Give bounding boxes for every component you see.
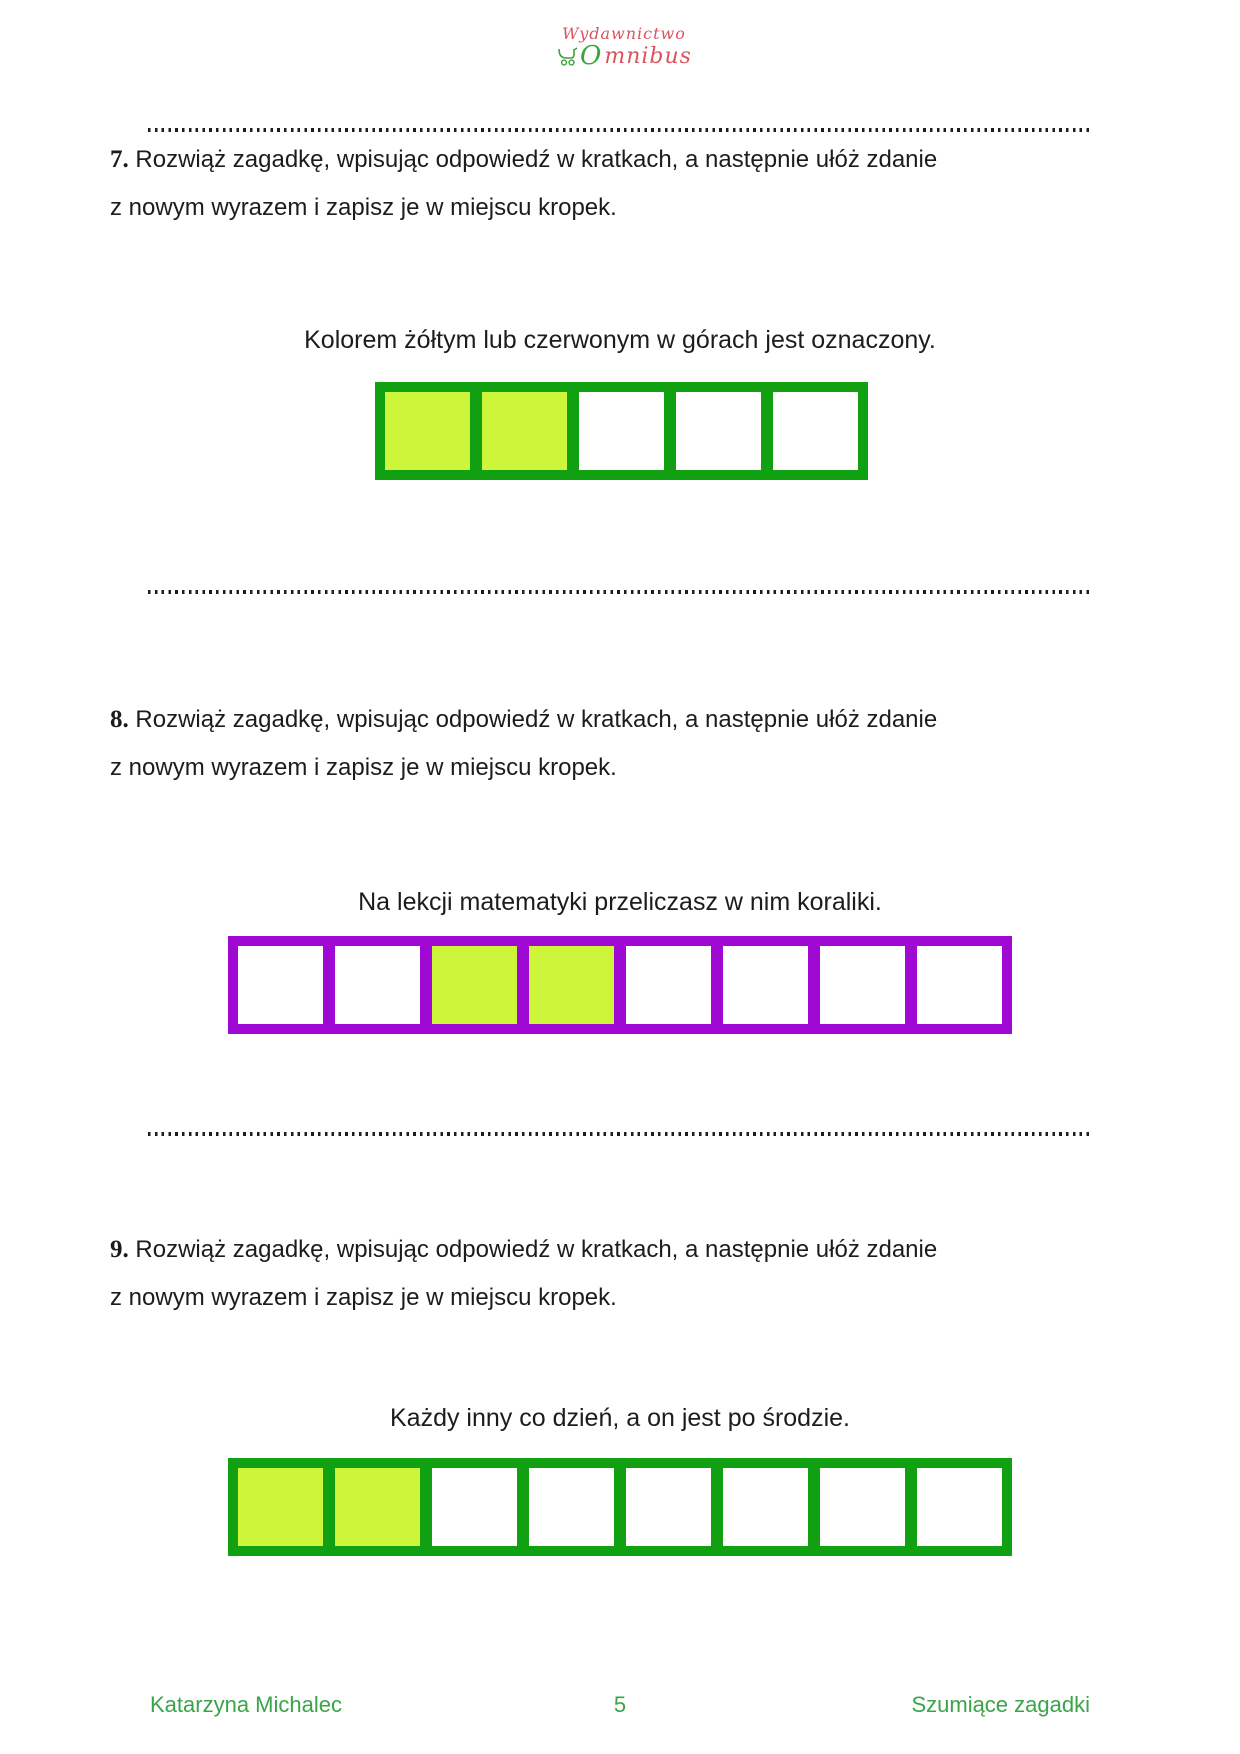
answer-cell[interactable]	[529, 1468, 614, 1546]
pram-icon	[556, 46, 578, 66]
answer-cell[interactable]	[917, 1468, 1002, 1546]
task-9-instruction	[110, 1226, 1100, 1322]
answer-cell[interactable]	[773, 392, 858, 470]
answer-cell[interactable]	[385, 392, 470, 470]
footer-book-title: Szumiące zagadki	[911, 1692, 1090, 1717]
task-7-number: 7.	[110, 146, 129, 173]
task-9-number: 9.	[110, 1236, 129, 1263]
publisher-logo	[556, 26, 692, 70]
task-7-instruction-line1: Rozwiąż zagadkę, wpisując odpowiedź w kratkach, a następnie ułóż zdanie	[135, 146, 938, 173]
answer-writing-line-2[interactable]	[148, 590, 1089, 594]
brand-initial: O	[580, 40, 603, 71]
answer-cell[interactable]	[820, 1468, 905, 1546]
task-7-instruction	[110, 136, 1100, 232]
task-7-clue: Kolorem żółtym lub czerwonym w górach jest oznaczony.	[304, 326, 936, 354]
task-7-answer-boxes	[375, 382, 868, 480]
answer-cell[interactable]	[723, 946, 808, 1024]
task-9-instruction-line2: z nowym wyrazem i zapisz je w miejscu kropek.	[110, 1284, 617, 1311]
answer-cell[interactable]	[723, 1468, 808, 1546]
answer-cell[interactable]	[579, 392, 664, 470]
answer-cell[interactable]	[482, 392, 567, 470]
task-8-instruction-line2: z nowym wyrazem i zapisz je w miejscu kropek.	[110, 754, 617, 781]
task-9-answer-boxes	[228, 1458, 1012, 1556]
answer-writing-line-3[interactable]	[148, 1132, 1089, 1136]
answer-cell[interactable]	[238, 1468, 323, 1546]
answer-cell[interactable]	[335, 1468, 420, 1546]
task-8-instruction-line1: Rozwiąż zagadkę, wpisując odpowiedź w kratkach, a następnie ułóż zdanie	[135, 706, 938, 733]
footer-author: Katarzyna Michalec	[150, 1692, 342, 1717]
task-7-instruction-line2: z nowym wyrazem i zapisz je w miejscu kropek.	[110, 194, 617, 221]
answer-cell[interactable]	[820, 946, 905, 1024]
answer-writing-line-1[interactable]	[148, 128, 1089, 132]
task-8-number: 8.	[110, 706, 129, 733]
answer-cell[interactable]	[432, 1468, 517, 1546]
answer-cell[interactable]	[335, 946, 420, 1024]
task-8-instruction	[110, 696, 1100, 792]
task-9-instruction-line1: Rozwiąż zagadkę, wpisując odpowiedź w kratkach, a następnie ułóż zdanie	[135, 1236, 938, 1263]
answer-cell[interactable]	[917, 946, 1002, 1024]
task-8-answer-boxes	[228, 936, 1012, 1034]
answer-cell[interactable]	[626, 946, 711, 1024]
task-9-clue: Każdy inny co dzień, a on jest po środzie.	[390, 1404, 850, 1432]
footer-page-number: 5	[613, 1692, 627, 1717]
answer-cell[interactable]	[238, 946, 323, 1024]
publisher-brand-row	[556, 40, 692, 71]
answer-cell[interactable]	[529, 946, 614, 1024]
answer-cell[interactable]	[432, 946, 517, 1024]
publisher-name-text: Wydawnictwo	[562, 24, 686, 43]
task-8-clue: Na lekcji matematyki przeliczasz w nim koraliki.	[358, 888, 882, 916]
page-footer	[0, 1692, 1240, 1722]
answer-cell[interactable]	[626, 1468, 711, 1546]
answer-cell[interactable]	[676, 392, 761, 470]
brand-rest: mnibus	[604, 43, 692, 69]
